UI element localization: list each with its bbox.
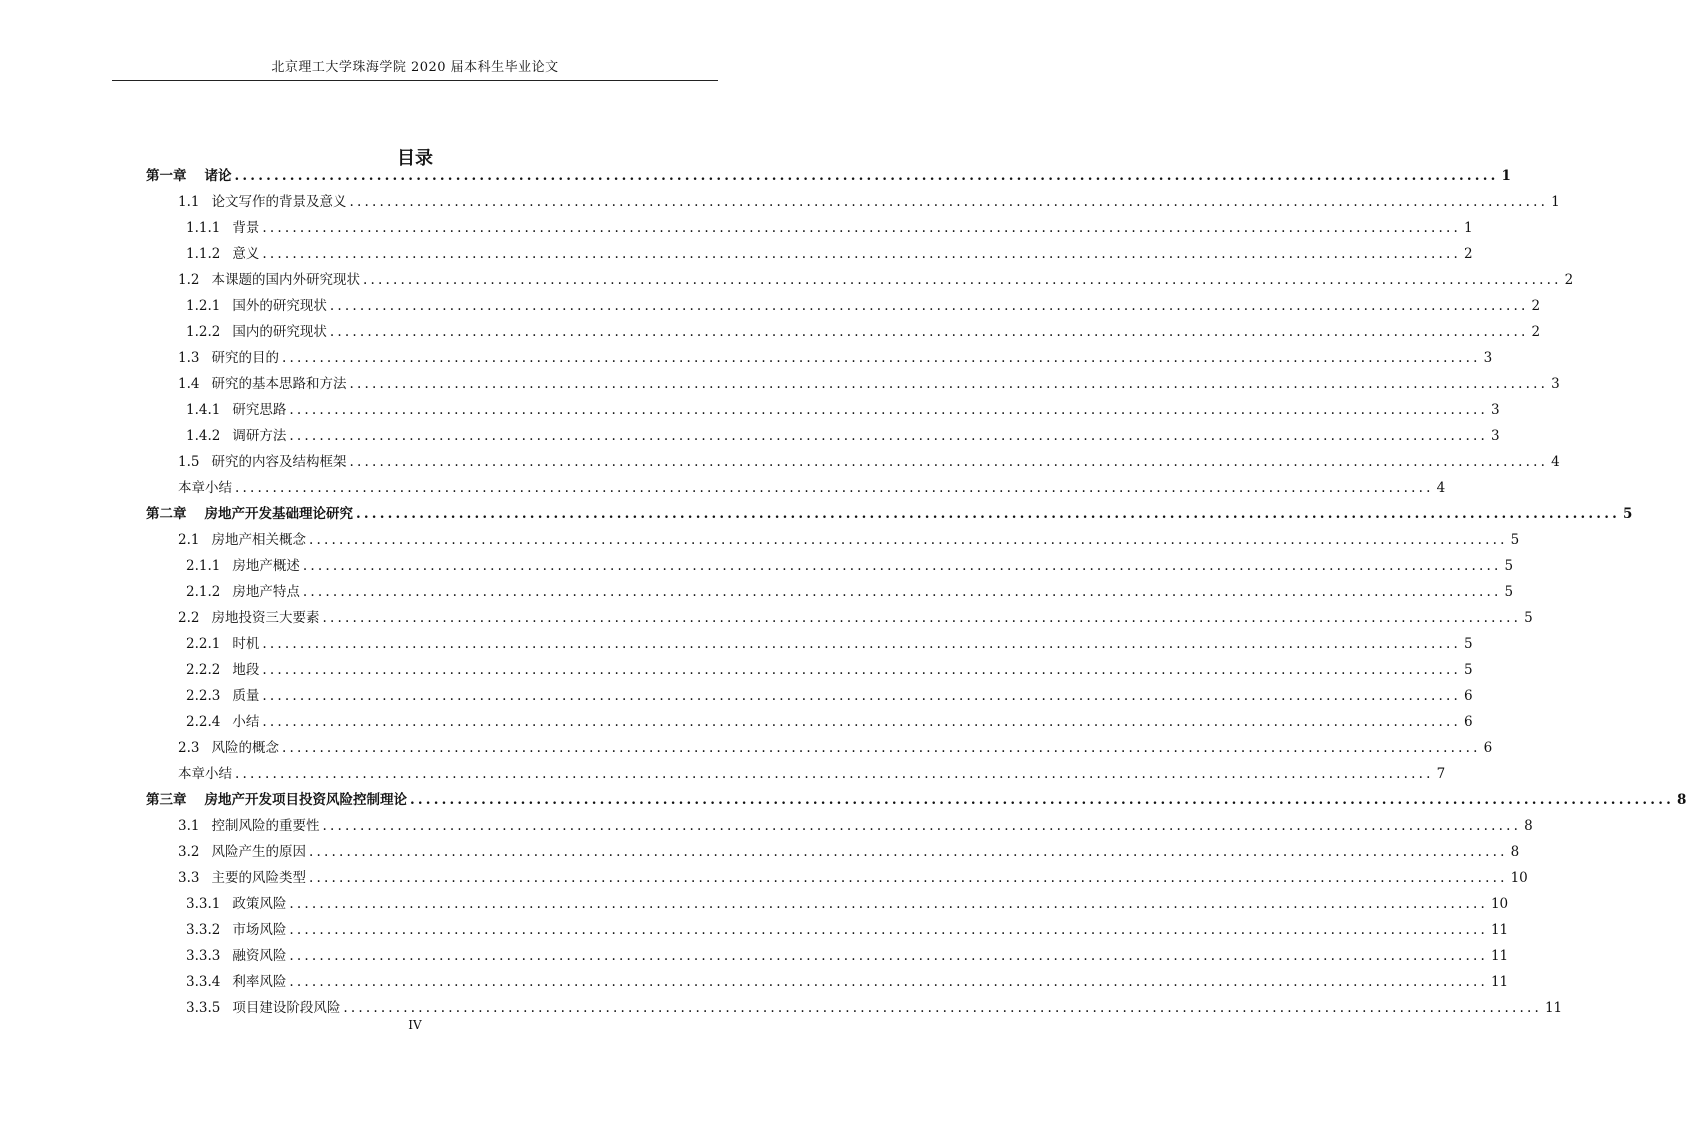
toc-entry-number: 2.3 — [178, 740, 200, 756]
toc-dot-leader: ................................................................................................................................................................ — [302, 558, 1502, 574]
toc-page-number: 3 — [1490, 428, 1500, 444]
toc-entry-row[interactable] — [186, 579, 1514, 605]
toc-entry-number: 第三章 — [146, 792, 187, 808]
toc-entry-number: 3.2 — [178, 844, 200, 860]
toc-dot-leader: ................................................................................................................................................................ — [262, 688, 1461, 704]
toc-entry-number: 1.2.1 — [186, 298, 221, 314]
toc-entry-number: 2.2 — [178, 610, 200, 626]
toc-entry-row[interactable] — [178, 735, 1493, 761]
toc-entry-number: 3.1 — [178, 818, 200, 834]
toc-entry-label: 本章小结 — [178, 480, 232, 496]
toc-entry-label: 本课题的国内外研究现状 — [211, 272, 360, 288]
toc-entry-number: 3.3.2 — [186, 922, 221, 938]
toc-entry-number: 3.3.1 — [186, 896, 221, 912]
toc-dot-leader: ................................................................................................................................................................ — [308, 870, 1508, 886]
toc-entry-number: 3.3.3 — [186, 948, 221, 964]
toc-entry-number: 2.1 — [178, 532, 200, 548]
toc-entry-number: 2.1.2 — [186, 584, 221, 600]
toc-dot-leader: ................................................................................................................................................................ — [362, 272, 1562, 288]
toc-page-number: 11 — [1490, 948, 1509, 964]
toc-entry-label: 本章小结 — [178, 766, 232, 782]
toc-page-number: 11 — [1490, 974, 1509, 990]
toc-entry-row[interactable] — [178, 605, 1533, 631]
toc-dot-leader: ................................................................................................................................................................ — [235, 766, 1434, 782]
toc-page-number: 5 — [1504, 584, 1514, 600]
toc-entry-number: 2.2.1 — [186, 636, 221, 652]
toc-entry-label: 房地产开发项目投资风险控制理论 — [204, 792, 407, 808]
toc-entry-label: 国外的研究现状 — [232, 298, 327, 314]
toc-page-number: 5 — [1463, 662, 1473, 678]
toc-entry-label: 风险产生的原因 — [211, 844, 306, 860]
toc-entry-label: 房地产开发基础理论研究 — [204, 506, 353, 522]
toc-entry-number: 2.2.2 — [186, 662, 221, 678]
toc-dot-leader: ................................................................................................................................................................ — [349, 376, 1549, 392]
toc-entry-label: 论文写作的背景及意义 — [211, 194, 347, 210]
toc-entry-number: 第二章 — [146, 506, 187, 522]
toc-entry-number: 3.3.4 — [186, 974, 221, 990]
toc-page-number: 2 — [1463, 246, 1473, 262]
toc-entry-label: 房地产特点 — [232, 584, 300, 600]
toc-dot-leader: ................................................................................................................................................................ — [262, 636, 1461, 652]
toc-page-number: 8 — [1524, 818, 1533, 834]
toc-page-number: 5 — [1623, 506, 1633, 522]
toc-entry-row[interactable] — [178, 345, 1493, 371]
toc-page-number: 2 — [1564, 272, 1574, 288]
toc-dot-leader: ................................................................................................................................................................ — [329, 298, 1529, 314]
toc-entry-label: 项目建设阶段风险 — [232, 1000, 341, 1016]
toc-entry-label: 融资风险 — [232, 948, 287, 964]
toc-page-number: 4 — [1551, 454, 1560, 470]
toc-entry-number: 1.1 — [178, 194, 200, 210]
toc-page-number: 1 — [1551, 194, 1560, 210]
toc-page-number: 5 — [1510, 532, 1520, 548]
toc-page-number: 11 — [1490, 922, 1509, 938]
toc-page-number: 7 — [1436, 766, 1446, 782]
toc-dot-leader: ................................................................................................................................................................ — [322, 818, 1522, 834]
toc-dot-leader: ................................................................................................................................................................ — [410, 792, 1674, 808]
toc-page-number: 5 — [1524, 610, 1533, 626]
toc-dot-leader: ................................................................................................................................................................ — [308, 844, 1508, 860]
running-header: 北京理工大学珠海学院 2020 届本科生毕业论文 — [271, 60, 559, 75]
toc-page-number: 1 — [1501, 168, 1511, 184]
toc-dot-leader: ................................................................................................................................................................ — [308, 532, 1508, 548]
page-number: IV — [408, 1018, 422, 1032]
toc-entry-number: 2.1.1 — [186, 558, 221, 574]
toc-entry-row[interactable] — [186, 397, 1500, 423]
toc-entry-row[interactable] — [186, 631, 1473, 657]
toc-entry-label: 房地产概述 — [232, 558, 300, 574]
toc-entry-label: 质量 — [232, 688, 260, 704]
toc-dot-leader: ................................................................................................................................................................ — [262, 246, 1461, 262]
toc-dot-leader: ................................................................................................................................................................ — [234, 168, 1499, 184]
toc-dot-leader: ................................................................................................................................................................ — [262, 714, 1461, 730]
toc-page-number: 5 — [1463, 636, 1473, 652]
toc-entry-label: 诸论 — [204, 168, 232, 184]
toc-dot-leader: ................................................................................................................................................................ — [289, 948, 1488, 964]
toc-dot-leader: ................................................................................................................................................................ — [289, 896, 1488, 912]
toc-page-number: 6 — [1463, 714, 1473, 730]
toc-entry-label: 调研方法 — [232, 428, 287, 444]
toc-entry-number: 1.1.1 — [186, 220, 221, 236]
toc-dot-leader: ................................................................................................................................................................ — [322, 610, 1522, 626]
toc-entry-number: 1.2.2 — [186, 324, 221, 340]
toc-dot-leader: ................................................................................................................................................................ — [235, 480, 1434, 496]
toc-entry-row[interactable] — [186, 891, 1509, 917]
toc-entry-label: 房地产相关概念 — [211, 532, 306, 548]
toc-entry-row[interactable] — [178, 189, 1560, 215]
toc-entry-label: 国内的研究现状 — [232, 324, 327, 340]
toc-entry-label: 意义 — [232, 246, 260, 262]
toc-entry-label: 政策风险 — [232, 896, 287, 912]
toc-entry-row[interactable] — [178, 865, 1528, 891]
toc-dot-leader: ................................................................................................................................................................ — [262, 662, 1461, 678]
toc-entry-row[interactable] — [186, 553, 1514, 579]
toc-entry-number: 3.3 — [178, 870, 200, 886]
toc-entry-number: 1.2 — [178, 272, 200, 288]
toc-dot-leader: ................................................................................................................................................................ — [329, 324, 1529, 340]
toc-entry-number: 1.1.2 — [186, 246, 221, 262]
toc-entry-row[interactable] — [186, 683, 1473, 709]
toc-page-number: 5 — [1504, 558, 1514, 574]
toc-entry-row[interactable] — [178, 475, 1446, 501]
toc-entry-number: 第一章 — [146, 168, 187, 184]
toc-page-number: 10 — [1490, 896, 1509, 912]
toc-entry-label: 研究的内容及结构框架 — [211, 454, 347, 470]
toc-entry-number: 1.5 — [178, 454, 200, 470]
toc-entry-row[interactable] — [186, 319, 1541, 345]
toc-entry-row[interactable] — [178, 761, 1446, 787]
toc-page-number: 6 — [1483, 740, 1493, 756]
toc-dot-leader: ................................................................................................................................................................ — [262, 220, 1461, 236]
toc-entry-row[interactable] — [186, 423, 1500, 449]
toc-entry-number: 1.4.1 — [186, 402, 221, 418]
toc-dot-leader: ................................................................................................................................................................ — [302, 584, 1502, 600]
toc-entry-label: 背景 — [232, 220, 260, 236]
toc-page-number: 1 — [1463, 220, 1473, 236]
toc-page-number: 11 — [1544, 1000, 1563, 1016]
toc-title: 目录 — [397, 148, 433, 169]
toc-page-number: 2 — [1531, 324, 1541, 340]
toc-page-number: 4 — [1436, 480, 1446, 496]
toc-entry-label: 控制风险的重要性 — [211, 818, 320, 834]
toc-dot-leader: ................................................................................................................................................................ — [281, 740, 1481, 756]
toc-entry-label: 地段 — [232, 662, 260, 678]
toc-dot-leader: ................................................................................................................................................................ — [289, 428, 1488, 444]
toc-entry-number: 1.4.2 — [186, 428, 221, 444]
toc-entry-row[interactable] — [178, 839, 1520, 865]
toc-chapter-row[interactable] — [146, 163, 1511, 189]
toc-page-number: 8 — [1677, 792, 1686, 808]
toc-page-number: 3 — [1490, 402, 1500, 418]
toc-entry-label: 主要的风险类型 — [211, 870, 306, 886]
toc-entry-label: 研究的目的 — [211, 350, 279, 366]
toc-entry-row[interactable] — [178, 449, 1560, 475]
toc-entry-row[interactable] — [178, 527, 1520, 553]
toc-page-number: 2 — [1531, 298, 1541, 314]
toc-entry-label: 研究思路 — [232, 402, 287, 418]
toc-page-number: 8 — [1510, 844, 1520, 860]
toc-entry-row[interactable] — [186, 241, 1473, 267]
toc-entry-number: 1.3 — [178, 350, 200, 366]
toc-entry-label: 市场风险 — [232, 922, 287, 938]
toc-entry-label: 房地投资三大要素 — [211, 610, 320, 626]
toc-entry-row[interactable] — [178, 371, 1560, 397]
toc-entry-row[interactable] — [186, 969, 1509, 995]
toc-dot-leader: ................................................................................................................................................................ — [289, 402, 1488, 418]
toc-entry-row[interactable] — [186, 657, 1473, 683]
toc-page-number: 6 — [1463, 688, 1473, 704]
toc-entry-number: 2.2.4 — [186, 714, 221, 730]
toc-dot-leader: ................................................................................................................................................................ — [343, 1000, 1542, 1016]
toc-dot-leader: ................................................................................................................................................................ — [281, 350, 1481, 366]
toc-page-number: 3 — [1483, 350, 1493, 366]
toc-dot-leader: ................................................................................................................................................................ — [289, 922, 1488, 938]
toc-page-number: 3 — [1551, 376, 1560, 392]
toc-chapter-row[interactable] — [146, 787, 1686, 813]
header-rule — [112, 80, 718, 81]
toc-entry-label: 小结 — [232, 714, 260, 730]
toc-entry-label: 时机 — [232, 636, 260, 652]
toc-entry-row[interactable] — [178, 267, 1574, 293]
toc-chapter-row[interactable] — [146, 501, 1633, 527]
toc-entry-row[interactable] — [186, 943, 1509, 969]
toc-entry-label: 风险的概念 — [211, 740, 279, 756]
toc-dot-leader: ................................................................................................................................................................ — [356, 506, 1620, 522]
toc-entry-row[interactable] — [186, 917, 1509, 943]
toc-entry-label: 研究的基本思路和方法 — [211, 376, 347, 392]
toc-entry-row[interactable] — [186, 215, 1473, 241]
toc-dot-leader: ................................................................................................................................................................ — [349, 454, 1549, 470]
toc-entry-row[interactable] — [178, 813, 1533, 839]
toc-entry-row[interactable] — [186, 709, 1473, 735]
toc-page-number: 10 — [1510, 870, 1528, 886]
toc-entry-row[interactable] — [186, 293, 1541, 319]
toc-entry-number: 2.2.3 — [186, 688, 221, 704]
toc-dot-leader: ................................................................................................................................................................ — [289, 974, 1488, 990]
toc-entry-number: 1.4 — [178, 376, 200, 392]
toc-dot-leader: ................................................................................................................................................................ — [349, 194, 1549, 210]
toc-entry-label: 利率风险 — [232, 974, 287, 990]
toc-entry-number: 3.3.5 — [186, 1000, 221, 1016]
